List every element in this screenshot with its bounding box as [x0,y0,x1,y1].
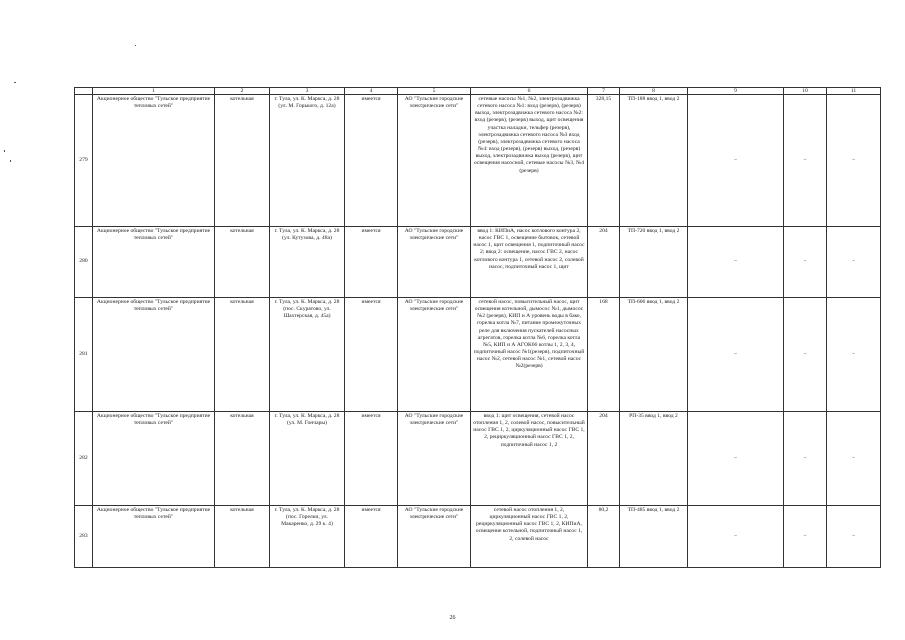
object-type-cell: котельная [215,227,270,298]
supplier-cell: АО "Тульские городские электрические сети" [398,95,471,227]
header-cell: 7 [588,88,620,95]
substation-cell: ТП-188 ввод 1, ввод 2 [620,95,688,227]
header-row [75,88,881,95]
scan-speck [10,160,11,162]
row-number: 279 [75,95,93,227]
col9-cell: – [688,227,784,298]
col10-cell: – [784,506,827,568]
col10-cell: – [784,95,827,227]
substation-cell: ТП-720 ввод 1, ввод 2 [620,227,688,298]
equipment-cell: сетевые насосы №1, №2, электрозадвижка сетевого насоса №1: вход (резерв), (резерв) выход, электрозадвижка сетевого насоса №2: вход (резерв), (резерв) выход, щит освещения участка наладки, тельфер (резерв), электрозадвижка сетевого насоса №3 вход (резерв), электрозадвижка сетевого насоса №4: вход (резерв), (резерв) выход, (резерв) выход, электрозадвижка выход (резерв), щит освещения насосной, сетевые насосы №3, №4 (резерв) [471,95,588,227]
object-type-cell: котельная [215,506,270,568]
row-number: 280 [75,227,93,298]
page-number: 26 [449,615,456,621]
col11-cell: – [827,412,881,506]
header-cell: 11 [827,88,881,95]
equipment-cell: сетевой насос, повысительный насос, щит освещения котельной, дымосос №1, дымосос №2 (резерв), КИП и А уровень воды в баке, горелка котла №7, питание промежуточных реле для включения пускателей насосных агрегатов, горелка котла №6, горелка котла №5, КИП и А АГОК66 котлы 1, 2, 3, 4, подпиточный насос №1(резерв), подпиточный насос №2, сетевой насос №1, сетевой насос №2(резерв) [471,298,588,412]
header-cell: 6 [471,88,588,95]
col9-cell: – [688,298,784,412]
supplier-cell: АО "Тульские городские электрические сети" [398,506,471,568]
table-row [75,227,881,298]
object-type-cell: котельная [215,298,270,412]
availability-cell: имеется [345,95,398,227]
organization-cell: Акционерное общество "Тульское предприятие тепловых сетей" [93,227,215,298]
row-number: 282 [75,412,93,506]
col10-cell: – [784,298,827,412]
col9-cell: – [688,506,784,568]
header-cell: 2 [215,88,270,95]
header-cell: 4 [345,88,398,95]
table-row [75,412,881,506]
col9-cell: – [688,95,784,227]
availability-cell: имеется [345,227,398,298]
col10-cell: – [784,227,827,298]
availability-cell: имеется [345,506,398,568]
power-cell: 328,15 [588,95,620,227]
address-cell: г. Тула, ул. К. Маркса, д. 28 (ул. Кутузова, д. 48а) [270,227,345,298]
header-cell: 5 [398,88,471,95]
header-cell: 9 [688,88,784,95]
equipment-cell: сетевой насос отопления 1, 2, циркуляционный насос ГВС 1, 2, рециркуляционный насос ГВС 1, 2, КИПиА, освещение котельной, подпиточный насос 1, 2, солевой насос [471,506,588,568]
power-cell: 168 [588,298,620,412]
scan-speck [4,150,5,152]
address-cell: г. Тула, ул. К. Маркса, д. 28 (ул. М. Гончары) [270,412,345,506]
scan-speck [14,82,16,83]
col11-cell: – [827,227,881,298]
power-cell: 204 [588,227,620,298]
organization-cell: Акционерное общество "Тульское предприятие тепловых сетей" [93,506,215,568]
col10-cell: – [784,412,827,506]
power-cell: 204 [588,412,620,506]
substation-cell: ТП-485 ввод 1, ввод 2 [620,506,688,568]
registry-table [74,87,881,568]
col11-cell: – [827,506,881,568]
supplier-cell: АО "Тульские городские электрические сети" [398,298,471,412]
availability-cell: имеется [345,412,398,506]
power-cell: 80,2 [588,506,620,568]
col11-cell: – [827,95,881,227]
address-cell: г. Тула, ул. К. Маркса, д. 28 (пос. Скуратово, ул. Шахтерская, д. 45а) [270,298,345,412]
substation-cell: РП-35 ввод 1, ввод 2 [620,412,688,506]
row-number: 281 [75,298,93,412]
organization-cell: Акционерное общество "Тульское предприятие тепловых сетей" [93,412,215,506]
col9-cell: – [688,412,784,506]
equipment-cell: ввод 1: КИПиА, насос котлового контура 2, насос ГВС 1, освещение бытовок, сетевой насос 1, щит освещения 1, подпиточный насос 2; ввод 2: освещение, насос ГВС 2, насос котлового контура 1, сетевой насос 2, солевой насос, подпиточный насос 1, щит [471,227,588,298]
supplier-cell: АО "Тульские городские электрические сети" [398,227,471,298]
col11-cell: – [827,298,881,412]
table-row [75,95,881,227]
row-number: 283 [75,506,93,568]
header-cell: 1 [93,88,215,95]
table-row [75,298,881,412]
address-cell: г. Тула, ул. К. Маркса, д. 28 (пос. Горелки, ул. Макаренко, д. 29 к. 4) [270,506,345,568]
address-cell: г. Тула, ул. К. Маркса, д. 28 (ул. М. Горького, д. 12а) [270,95,345,227]
header-cell: 10 [784,88,827,95]
object-type-cell: котельная [215,412,270,506]
header-cell: 8 [620,88,688,95]
organization-cell: Акционерное общество "Тульское предприятие тепловых сетей" [93,95,215,227]
substation-cell: ТП-606 ввод 1, ввод 2 [620,298,688,412]
supplier-cell: АО "Тульские городские электрические сети" [398,412,471,506]
availability-cell: имеется [345,298,398,412]
table-row [75,506,881,568]
organization-cell: Акционерное общество "Тульское предприятие тепловых сетей" [93,298,215,412]
object-type-cell: котельная [215,95,270,227]
scan-speck [135,45,136,46]
header-cell: 3 [270,88,345,95]
equipment-cell: ввод 1: щит освещения, сетевой насос отопления 1, 2, солевой насос, повысительный насос ГВС 1, 2, циркуляционный насос ГВС 1, 2, рециркуляционный насос ГВС 1, 2, подпиточный насос 1, 2 [471,412,588,506]
header-cell-blank [75,88,93,95]
